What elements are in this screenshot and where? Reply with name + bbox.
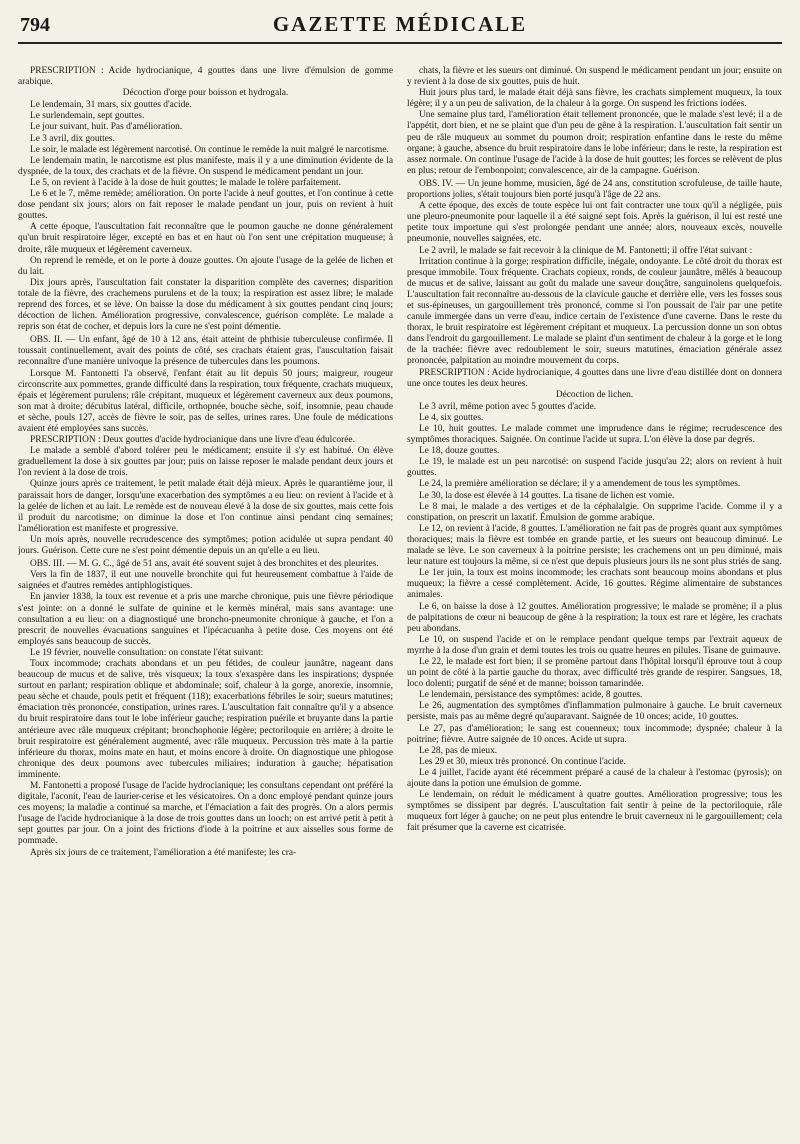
- paragraph: Le malade a semblé d'abord tolérer peu le médicament; ensuite il s'y est habitué. On élève graduellement la dose à six gouttes par jour; puis on laisse reposer le malade pendant deux jours et l'on revient à la dose de trois.: [18, 446, 393, 479]
- paragraph: On reprend le remède, et on le porte à douze gouttes. On ajoute l'usage de la gelée de lichen et du lait.: [18, 255, 393, 277]
- paragraph: Le 6, on baisse la dose à 12 gouttes. Amélioration progressive; le malade se promène; il a plus de palpitations de cœur ni beaucoup de gêne à la respiration; la toux est rare et légère, les crachats peu abondans.: [407, 601, 782, 634]
- paragraph: OBS. III. — M. G. C., âgé de 51 ans, avait été souvent sujet à des bronchites et des pleurites.: [30, 559, 379, 570]
- paragraph: M. Fantonetti a proposé l'usage de l'acide hydrocianique; les consultans cependant ont préféré la digitale, l'aconit, l'eau de laurier-cerise et les vésicatoires. On a donc employé pendant quinze jours ces moyens; la maladie a continué sa marche, et l'émaciation a fait des progrès. On a alors permis l'usage de l'acide hydrocianique à la dose de trois gouttes dans un looch; on est arrivé petit à petit à sept gouttes par jour. On a joint des frictions d'iode à la poitrine et aux aisselles sous forme de pommade.: [18, 781, 393, 847]
- paragraph: Un mois après, nouvelle recrudescence des symptômes; potion acidulée ut supra pendant 40 jours. Guérison. Cette cure ne s'est point démentie depuis un an qu'elle a eu lieu.: [18, 534, 393, 557]
- article-columns: [18, 66, 782, 1136]
- paragraph: chats, la fièvre et les sueurs ont diminué. On suspend le médicament pendant un jour; ensuite on y revient à la dose de six gouttes, puis de huit.: [407, 66, 782, 88]
- paragraph: Toux incommode; crachats abondans et un peu fétides, de couleur jaunâtre, nageant dans beaucoup de mucus et de salive, très visqueux; la toux s'exaspère dans les inspirations; dyspnée surtout en parlant; respiration oblique et abdominale; soif, chaleur à la gorge, anorexie, insomnie, peau sèche et chaude, pouls petit et fréquent (118); exacerbations fébriles le soir; sueurs matutines; émaciation très prononcée, constipation, urines rares. L'auscultation fait connaître qu'il y a absence du bruit respiratoire dans tout le lobe inférieur gauche; respiration puérile et bruyante dans la partie antérieure avec râle muqueux crépitant; bronchophonie légère; pectoriloquie en arrière; à droite le bruit respiratoire est généralement augmenté, avec râle muqueux. Percussion très mate à la partie inférieure du thorax, moins mate en haut, et moins encore à droite. On diagnostique une phlogose chronique des deux poumons avec tubercules miliaires; induration à gauche; hépatisation imminente.: [18, 658, 393, 780]
- paragraph: Le 22, le malade est fort bien; il se promène partout dans l'hôpital lorsqu'il éprouve tout à coup un point de côté à la partie gauche du thorax, avec difficulté très grande de respirer. Sangsues, 18, loco dolenti; purgatif de séné et de manne; boisson tamarindée.: [407, 656, 782, 690]
- paragraph: Une semaine plus tard, l'amélioration était tellement prononcée, que le malade s'est levé; il a de l'appétit, dort bien, et ne se plaint que d'un peu de gêne à la respiration. L'auscultation fait sentir un peu de râle muqueux au sommet du poumon droit; respiration enfantine dans le reste du même organe; à gauche, absence du bruit respiratoire dans le lobe inférieur; dans le reste, la respiration est assez normale. On continue l'usage de l'acide à la dose de huit gouttes; les forces se relèvent de plus en plus; retour de l'embonpoint; convalescence, air de la campagne. Guérison.: [407, 110, 782, 176]
- paragraph: Le 3 avril, dix gouttes.: [30, 133, 115, 144]
- paragraph: En janvier 1838, la toux est revenue et a pris une marche chronique, puis une fièvre périodique s'est jointe: on a donné le sulfate de quinine et le kermès minéral, mais sans avantage: une consultation a eu lieu: on a diagnostiqué une broncho-pneumonite chronique à gauche, et l'on a prescrit de nouvelles évacuations sanguines et l'ipécacuanha à petite dose. Ces moyens ont été employés sans beaucoup de succès.: [18, 592, 393, 647]
- paragraph: OBS. II. — Un enfant, âgé de 10 à 12 ans, était atteint de phthisie tuberculeuse confirmée. Il toussait continuellement, avait des points de côté, ses crachats étaient gras, l'auscultation faisait reconnaître d'une manière univoque la présence de tubercules dans les poumons.: [18, 335, 393, 368]
- paragraph: Le surlendemain, sept gouttes.: [30, 111, 145, 122]
- paragraph: Le 12, on revient à l'acide, 8 gouttes. L'amélioration ne fait pas de progrès quant aux symptômes thoraciques; mais la fièvre est tombée en grande partie, et les sueurs ont beaucoup diminué. Le malade se lève. Le son caverneux à la poitrine persiste; les crachemens ont un peu diminué, mais leur nature est toujours la même, si ce n'est que depuis plusieurs jours ils ne sont plus striés de sang.: [407, 523, 782, 568]
- paragraph: Le lendemain, persistance des symptômes: acide, 8 gouttes.: [419, 690, 643, 701]
- paragraph: Le lendemain, on réduit le médicament à quatre gouttes. Amélioration progressive; tous les symptômes se dissipent par degrés. L'auscultation fait sentir à peine de la pectoriloquie, râle muqueux fort léger à gauche; on ne peut plus entendre le bruit caverneux ni le gargouillement; cela fait présumer que la caverne est cicatrisée.: [407, 790, 782, 834]
- paragraph: Le 2 avril, le malade se fait recevoir à la clinique de M. Fantonetti; il offre l'état suivant :: [419, 245, 753, 256]
- right-column: [407, 66, 782, 1136]
- paragraph: Lorsque M. Fantonetti l'a observé, l'enfant était au lit depuis 50 jours; maigreur, rougeur circonscrite aux pommettes, grande difficulté dans la respiration, toux fréquente, crachats muqueux, épais et légèrement purulens; râle crépitant, muqueux et légèrement caverneux aux deux poumons, son mat à droite; décubitus latéral, difficile, orthopnée, bouche sèche, soif, insomnie, peau chaude et sèche, pouls 127, accès de fièvre le soir, pas de selles, urines rares. Une foule de médications avaient été employées sans succès.: [18, 368, 393, 434]
- paragraph: Le 4 juillet, l'acide ayant été récemment préparé a causé de la chaleur à l'estomac (pyrosis); on ajoute dans la potion une émulsion de gomme.: [407, 767, 782, 789]
- paragraph: Après six jours de ce traitement, l'amélioration a été manifeste; les cra-: [30, 847, 297, 858]
- paragraph: Les 29 et 30, mieux très prononcé. On continue l'acide.: [419, 756, 626, 767]
- paragraph: Huit jours plus tard, le malade était déjà sans fièvre, les crachats simplement muqueux, la toux légère; il y a un peu de salivation, de la chaleur à la gorge. On suspend les frictions iodées.: [407, 88, 782, 110]
- paragraph: Le soir, le malade est légèrement narcotisé. On continue le remède la nuit malgré le narcotisme.: [30, 144, 389, 155]
- journal-title: GAZETTE MÉDICALE: [272, 12, 528, 36]
- paragraph: A cette époque, des excès de toute espèce lui ont fait contracter une toux qu'il a négligée, puis une pleuro-pneumonite pour laquelle il a été saigné sept fois. Après la guérison, il lui est resté une petite toux importune qui s'est prolongée pendant une année; alors, nouveaux excès, nouvelle pneumonie, nouvelles saignées, etc.: [407, 201, 782, 245]
- paragraph: Décoction de lichen.: [555, 389, 634, 400]
- paragraph: Décoction d'orge pour boisson et hydrogala.: [122, 88, 289, 99]
- paragraph: Le 10, huit gouttes. Le malade commet une imprudence dans le régime; recrudescence des symptômes thoraciques. Saignée. On continue l'acide ut supra. L'on élève la dose par degrés.: [407, 424, 782, 446]
- paragraph: Le lendemain matin, le narcotisme est plus manifeste, mais il y a une diminution évidente de la dyspnée, de la toux, des crachats et de la fièvre. On suspend le médicament pendant un jour.: [18, 155, 393, 177]
- paragraph: Vers la fin de 1837, il eut une nouvelle bronchite qui fut heureusement combattue à l'aide de saignées et d'autres remèdes antiphlogistiques.: [18, 570, 393, 592]
- paragraph: Le 10, on suspend l'acide et on le remplace pendant quelque temps par l'extrait aqueux de myrrhe à la dose d'un grain et demi toutes les trois ou quatre heures en pilules. Tisane de guimauve.: [407, 634, 782, 656]
- paragraph: Le 1er juin, la toux est moins incommode; les crachats sont beaucoup moins abondans et plus muqueux; la fièvre a cessé complètement. Acide, 16 gouttes. Régime alimentaire de substances animales.: [407, 568, 782, 601]
- paragraph: Le 24, la première amélioration se déclare; il y a amendement de tous les symptômes.: [419, 479, 741, 490]
- paragraph: OBS. IV. — Un jeune homme, musicien, âgé de 24 ans, constitution scrofuleuse, de taille haute, proportions jolies, s'était toujours bien porté jusqu'à l'âge de 22 ans.: [407, 178, 782, 201]
- paragraph: Le 18, douze gouttes.: [419, 446, 500, 457]
- page-header: [18, 10, 782, 44]
- paragraph: PRESCRIPTION : Acide hydrocianique, 4 gouttes dans une livre d'eau distillée dont on donnera une once toutes les deux heures.: [407, 367, 782, 389]
- paragraph: Le 5, on revient à l'acide à la dose de huit gouttes; le malade le tolère parfaitement.: [30, 177, 341, 188]
- paragraph: Le jour suivant, huit. Pas d'amélioration.: [30, 122, 183, 133]
- paragraph: Quinze jours après ce traitement, le petit malade était déjà mieux. Après le quarantième jour, il paraissait hors de danger, lorsqu'une exacerbation des symptômes a eu lieu: on revient à l'acide et à la gelée de lichen et au lait. Le remède est de nouveau élevé à la dose de six gouttes, mais cette fois il produit du narcotisme; on diminue la dose et l'on continue ainsi pendant cinq semaines; l'amélioration est manifeste et progressive.: [18, 479, 393, 534]
- paragraph: Le 19 février, nouvelle consultation: on constate l'état suivant:: [30, 647, 264, 658]
- left-column: [18, 66, 393, 1136]
- paragraph: PRESCRIPTION : Acide hydrocianique, 4 gouttes dans une livre d'émulsion de gomme arabique.: [18, 66, 393, 88]
- paragraph: Le 26, augmentation des symptômes d'inflammation pulmonaire à gauche. Le bruit caverneux persiste, mais pas au même degré qu'auparavant. Saignée de 10 onces; acide, 10 gouttes.: [407, 701, 782, 723]
- paragraph: Dix jours après, l'auscultation fait constater la disparition complète des cavernes; disparition totale de la fièvre, des crachemens purulens et de la toux; la respiration est assez libre; le malade reprend des forces, et se lève. On baisse la dose du médicament à six gouttes pendant cinq jours; décoction de lichen. Amélioration progressive, convalescence, guérison complète. Le malade a repris son état de cocher, et depuis lors la cure ne s'est point démentie.: [18, 277, 393, 333]
- paragraph: PRESCRIPTION : Deux gouttes d'acide hydrocianique dans une livre d'eau édulcorée.: [30, 435, 355, 446]
- paragraph: Le 6 et le 7, même remède; amélioration. On porte l'acide à neuf gouttes, et l'on continue à cette dose pendant six jours; alors on fait reposer le malade pendant un jour, puis on revient à huit gouttes.: [18, 189, 393, 222]
- paragraph: Le 8 mai, le malade a des vertiges et de la céphalalgie. On supprime l'acide. Comme il y a constipation, on prescrit un laxatif. Émulsion de gomme arabique.: [407, 501, 782, 523]
- paragraph: Le 3 avril, même potion avec 5 gouttes d'acide.: [419, 401, 597, 412]
- paragraph: Le 4, six gouttes.: [419, 412, 484, 423]
- paragraph: Le 27, pas d'amélioration; le sang est couenneux; toux incommode; dyspnée; chaleur à la poitrine; fièvre. Autre saignée de 10 onces. Acide ut supra.: [407, 723, 782, 745]
- paragraph: Le 30, la dose est élevée à 14 gouttes. La tisane de lichen est vomie.: [419, 490, 675, 501]
- paragraph: Le 28, pas de mieux.: [419, 745, 498, 756]
- paragraph: Le lendemain, 31 mars, six gouttes d'acide.: [30, 100, 192, 111]
- paragraph: A cette époque, l'auscultation fait reconnaître que le poumon gauche ne donne généralement qu'un bruit respiratoire léger, excepté en bas et en haut où l'on sent une crépitation muqueuse; à droite, râle muqueux et légèrement caverneux.: [18, 222, 393, 255]
- paragraph: Irritation continue à la gorge; respiration difficile, inégale, ondoyante. Le côté droit du thorax est presque immobile. Toux fréquente. Crachats copieux, ronds, de couleur jaunâtre, mêlés à beaucoup de mucus et de salive, laissant au goût du malade une saveur douçâtre, sanguinolens quelquefois. L'auscultation fait reconnaître au-dessous de la clavicule gauche et derrière elle, vers les fosses sous et sus-épineuses, un gargouillement très prononcé, comme si l'on poussait de l'air par une petite canule immergée dans un verre d'eau, indice certain de l'existence d'une caverne. Dans le reste du thorax, le bruit respiratoire est légèrement crépitant et muqueux. La percussion donne un son obtus dans l'endroit du gargouillement. Le malade se plaint d'un sentiment de chaleur à la gorge et le long de la trachée: fièvre avec redoublement le soir, sueurs matutines, émaciation générale assez prononcée, palpitation au moindre mouvement du corps.: [407, 256, 782, 367]
- paragraph: Le 19, le malade est un peu narcotisé: on suspend l'acide jusqu'au 22; alors on revient à huit gouttes.: [407, 457, 782, 479]
- page-number: 794: [20, 14, 50, 36]
